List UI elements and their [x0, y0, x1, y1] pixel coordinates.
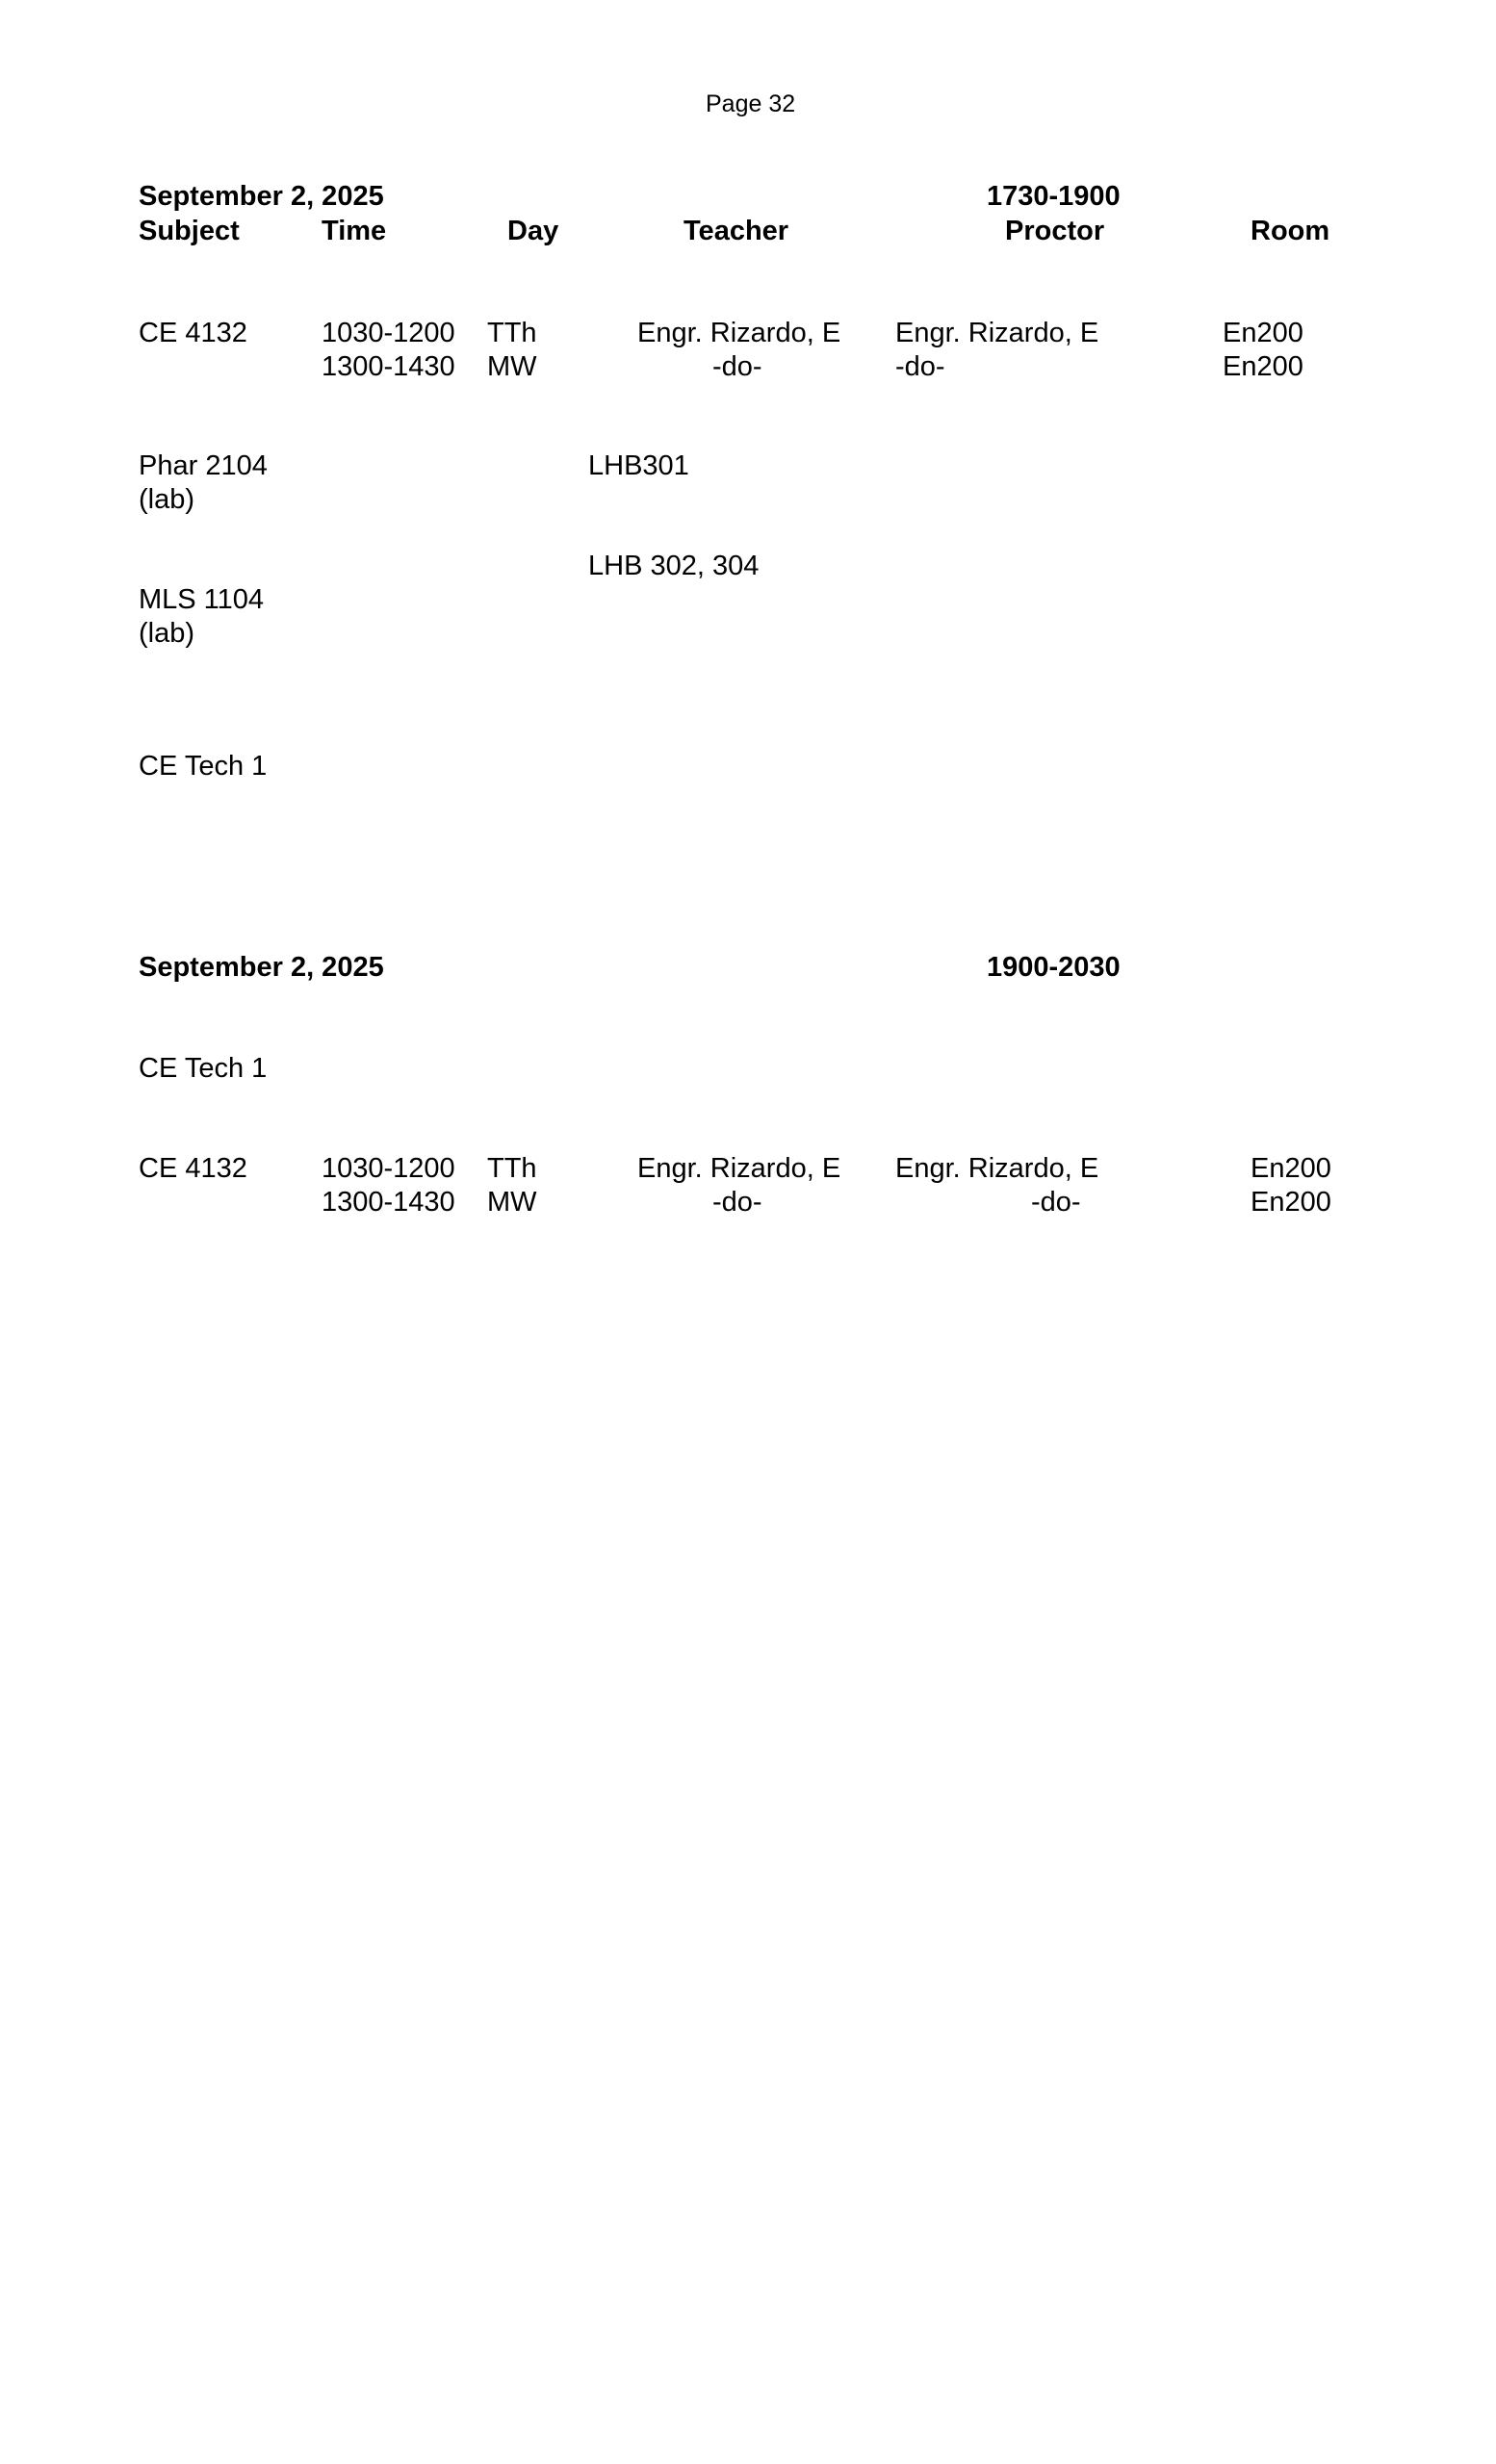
- s1-ce4132-day-1: TTh: [487, 318, 537, 348]
- s2-ce4132-teacher-2: -do-: [712, 1187, 762, 1218]
- s1-ce4132-teacher-2: -do-: [712, 351, 762, 382]
- s2-ce4132-proctor-1: Engr. Rizardo, E: [895, 1153, 1099, 1184]
- s1-cetech-subject: CE Tech 1: [139, 751, 268, 782]
- section-1-date: September 2, 2025: [139, 181, 384, 212]
- s1-phar-note: (lab): [139, 484, 195, 515]
- header-day: Day: [507, 216, 559, 246]
- s1-ce4132-subject: CE 4132: [139, 318, 247, 348]
- s2-ce4132-day-2: MW: [487, 1187, 537, 1218]
- s2-ce4132-time-1: 1030-1200: [322, 1153, 455, 1184]
- page-number: Page 32: [706, 90, 796, 117]
- header-teacher: Teacher: [684, 216, 789, 246]
- s1-ce4132-time-1: 1030-1200: [322, 318, 455, 348]
- section-2-date: September 2, 2025: [139, 952, 384, 983]
- s1-ce4132-room-2: En200: [1223, 351, 1303, 382]
- s1-mls-room: LHB 302, 304: [588, 551, 760, 581]
- header-proctor: Proctor: [1005, 216, 1105, 246]
- s1-mls-subject: MLS 1104: [139, 584, 265, 615]
- s2-ce4132-room-2: En200: [1251, 1187, 1331, 1218]
- header-subject: Subject: [139, 216, 240, 246]
- s2-ce4132-room-1: En200: [1251, 1153, 1331, 1184]
- s1-ce4132-proctor-2: -do-: [895, 351, 945, 382]
- s1-ce4132-room-1: En200: [1223, 318, 1303, 348]
- s1-ce4132-time-2: 1300-1430: [322, 351, 455, 382]
- s2-ce4132-subject: CE 4132: [139, 1153, 247, 1184]
- section-2-time-slot: 1900-2030: [987, 952, 1121, 983]
- header-room: Room: [1251, 216, 1330, 246]
- s2-cetech-subject: CE Tech 1: [139, 1053, 268, 1084]
- s1-ce4132-day-2: MW: [487, 351, 537, 382]
- section-1-time-slot: 1730-1900: [987, 181, 1121, 212]
- header-time: Time: [322, 216, 387, 246]
- s1-phar-subject: Phar 2104: [139, 450, 268, 481]
- s1-ce4132-teacher-1: Engr. Rizardo, E: [637, 318, 841, 348]
- s1-phar-room: LHB301: [588, 450, 689, 481]
- s1-mls-note: (lab): [139, 618, 195, 649]
- s2-ce4132-day-1: TTh: [487, 1153, 537, 1184]
- s2-ce4132-time-2: 1300-1430: [322, 1187, 455, 1218]
- s1-ce4132-proctor-1: Engr. Rizardo, E: [895, 318, 1099, 348]
- s2-ce4132-teacher-1: Engr. Rizardo, E: [637, 1153, 841, 1184]
- s2-ce4132-proctor-2: -do-: [1031, 1187, 1081, 1218]
